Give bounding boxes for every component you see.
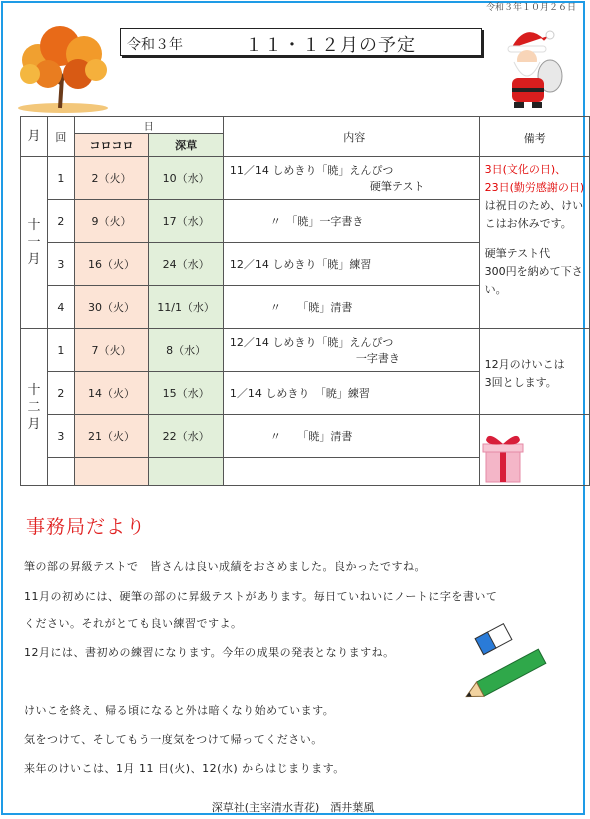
news-line: 11月の初めには、硬筆の部のに昇級テストがあります。毎日ていねいにノートに字を書いて [24, 590, 498, 603]
content-cell: 11／14 しめきり「暁」えんぴつ 硬筆テスト [223, 157, 479, 200]
news-line: ください。それがとても良い練習ですよ。 [24, 617, 243, 630]
date-fukakusa-empty [149, 458, 224, 486]
round-number: 2 [47, 372, 74, 415]
date-korokoro: 30（火） [74, 286, 149, 329]
news-line: 12月には、書初めの練習になります。今年の成果の発表となりますね。 [24, 646, 395, 659]
date-korokoro: 7（火） [74, 329, 149, 372]
remarks-header: 備考 [479, 117, 589, 157]
date-fukakusa: 10（水） [149, 157, 224, 200]
content-cell: 12／14 しめきり「暁」えんぴつ 一字書き [223, 329, 479, 372]
date-fukakusa: 8（水） [149, 329, 224, 372]
content-header: 内容 [223, 117, 479, 157]
news-line: 気をつけて、そしてもう一度気をつけて帰ってください。 [24, 733, 323, 746]
round-number: 3 [47, 243, 74, 286]
date-fukakusa: 24（水） [149, 243, 224, 286]
date-korokoro: 16（火） [74, 243, 149, 286]
round-header: 回 [47, 117, 74, 157]
month-label-december: 十 二 月 [21, 329, 48, 486]
date-fukakusa: 11/1（水） [149, 286, 224, 329]
pencil-icon [455, 646, 555, 710]
day-header: 日 [74, 117, 223, 134]
content-cell: 〃 「暁」一字書き [223, 200, 479, 243]
date-fukakusa: 15（水） [149, 372, 224, 415]
round-number: 3 [47, 415, 74, 458]
date-korokoro: 9（火） [74, 200, 149, 243]
title-era: 令和３年 [127, 37, 183, 53]
round-number-empty [47, 458, 74, 486]
date-korokoro-empty [74, 458, 149, 486]
autumn-tree-icon [8, 22, 118, 118]
news-line: 筆の部の昇級テストで 皆さんは良い成績をおさめました。良かったですね。 [24, 560, 427, 573]
place-fukakusa-header: 深草 [149, 134, 224, 157]
date-fukakusa: 17（水） [149, 200, 224, 243]
news-line: けいこを終え、帰る頃になると外は暗くなり始めています。 [24, 704, 335, 717]
remarks-november: 3日(文化の日)、 23日(勤労感謝の日) は祝日のため、けいこはお休みです。 硬筆テスト代 300円を納めて下さい。 [479, 157, 589, 329]
document-date: 令和３年１０月２６日 [485, 3, 576, 13]
content-cell-empty [223, 458, 479, 486]
place-korokoro-header: コロコロ [74, 134, 149, 157]
month-label-november: 十 一 月 [21, 157, 48, 329]
content-cell: 〃 「暁」清書 [223, 286, 479, 329]
round-number: 1 [47, 329, 74, 372]
date-korokoro: 21（火） [74, 415, 149, 458]
news-title: 事務局だより [26, 516, 147, 538]
santa-icon [494, 26, 564, 114]
gift-box-icon [478, 428, 528, 490]
content-cell: 1／14 しめきり 「暁」練習 [223, 372, 479, 415]
date-fukakusa: 22（水） [149, 415, 224, 458]
round-number: 2 [47, 200, 74, 243]
page-title: １１・１２月の予定 [245, 35, 416, 56]
date-korokoro: 2（火） [74, 157, 149, 200]
remarks-december: 12月のけいこは 3回とします。 [479, 329, 589, 415]
round-number: 1 [47, 157, 74, 200]
round-number: 4 [47, 286, 74, 329]
title-box [120, 28, 482, 56]
content-cell: 〃 「暁」清書 [223, 415, 479, 458]
date-korokoro: 14（火） [74, 372, 149, 415]
footer-signature: 深草社(主宰清水青花) 酒井葉風 [211, 801, 375, 814]
content-cell: 12／14 しめきり「暁」練習 [223, 243, 479, 286]
month-header: 月 [21, 117, 48, 157]
news-line: 来年のけいこは、1月 11 日(火)、12(水) からはじまります。 [24, 762, 345, 775]
